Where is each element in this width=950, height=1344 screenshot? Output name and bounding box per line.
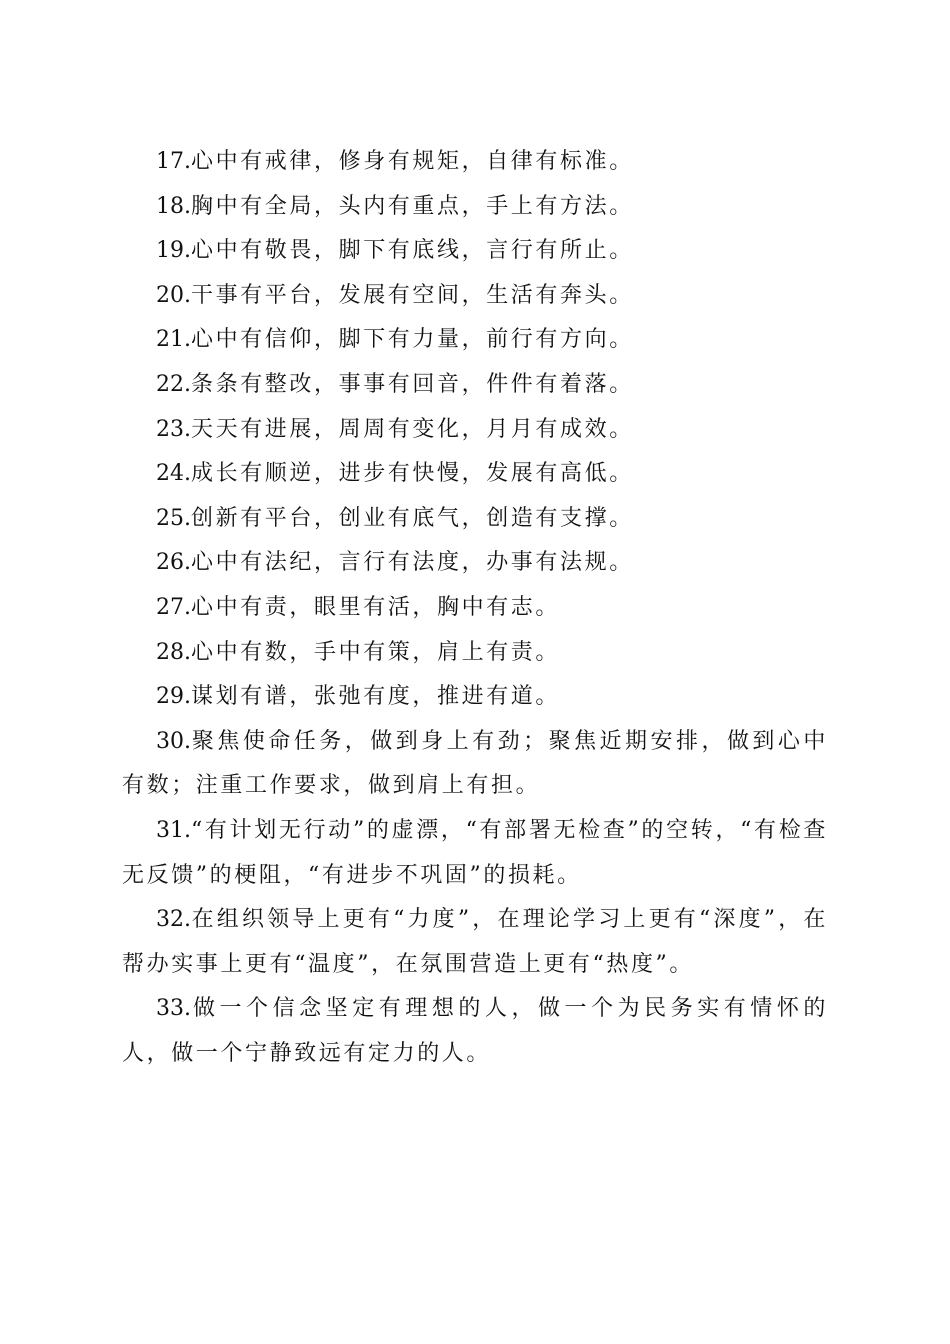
list-item [122, 586, 828, 631]
list-item [122, 318, 828, 363]
list-item [122, 541, 828, 586]
list-item [122, 274, 828, 319]
item-number: 24. [156, 461, 191, 487]
item-number: 25. [156, 505, 191, 531]
list-item [122, 497, 828, 542]
item-number: 26. [156, 550, 191, 576]
item-number: 33. [156, 996, 191, 1022]
list-item [122, 720, 828, 809]
list-item [122, 229, 828, 274]
item-number: 20. [156, 282, 191, 308]
item-number: 23. [156, 416, 191, 442]
item-number: 21. [156, 327, 191, 353]
item-text: 做一个信念坚定有理想的人，做一个为民务实有情怀的人，做一个宁静致远有定力的人。 [122, 996, 828, 1066]
item-number: 27. [156, 594, 191, 620]
list-item [122, 408, 828, 453]
list-item [122, 631, 828, 676]
item-text: 聚焦使命任务，做到身上有劲；聚焦近期安排，做到心中有数；注重工作要求，做到肩上有担。 [122, 728, 828, 799]
item-text: 心中有法纪，言行有法度，办事有法规。 [191, 550, 634, 576]
item-text: 条条有整改，事事有回音，件件有着落。 [191, 371, 634, 397]
item-text: 在组织领导上更有“力度”，在理论学习上更有“深度”，在帮办实事上更有“温度”，在氛围营造上更有“热度”。 [122, 907, 828, 977]
item-text: 谋划有谱，张弛有度，推进有道。 [191, 684, 561, 710]
list-item [122, 898, 828, 987]
item-number: 31. [156, 817, 191, 843]
item-text: 胸中有全局，头内有重点，手上有方法。 [191, 193, 634, 219]
item-text: 心中有信仰，脚下有力量，前行有方向。 [191, 327, 634, 353]
list-item [122, 185, 828, 230]
item-number: 28. [156, 639, 191, 665]
item-text: 干事有平台，发展有空间，生活有奔头。 [191, 282, 634, 308]
item-text: 心中有敬畏，脚下有底线，言行有所止。 [191, 238, 634, 264]
list-item [122, 675, 828, 720]
item-number: 22. [156, 371, 191, 397]
list-item [122, 987, 828, 1076]
item-text: 心中有戒律，修身有规矩，自律有标准。 [191, 149, 634, 174]
item-number: 17. [156, 149, 191, 174]
list-item [122, 363, 828, 408]
item-number: 18. [156, 193, 191, 219]
item-number: 19. [156, 238, 191, 264]
item-text: 心中有数，手中有策，肩上有责。 [191, 639, 561, 665]
document-page [122, 140, 828, 1076]
item-text: “有计划无行动”的虚漂，“有部署无检查”的空转，“有检查无反馈”的梗阻，“有进步不巩固”的损耗。 [122, 817, 828, 888]
list-item [122, 809, 828, 898]
list-item [122, 452, 828, 497]
item-text: 成长有顺逆，进步有快慢，发展有高低。 [191, 461, 634, 487]
item-text: 创新有平台，创业有底气，创造有支撑。 [191, 505, 634, 531]
item-number: 32. [156, 907, 191, 933]
item-number: 30. [156, 728, 191, 754]
item-text: 心中有责，眼里有活，胸中有志。 [191, 594, 561, 620]
item-number: 29. [156, 684, 191, 710]
list-item [122, 140, 828, 185]
item-text: 天天有进展，周周有变化，月月有成效。 [191, 416, 634, 442]
